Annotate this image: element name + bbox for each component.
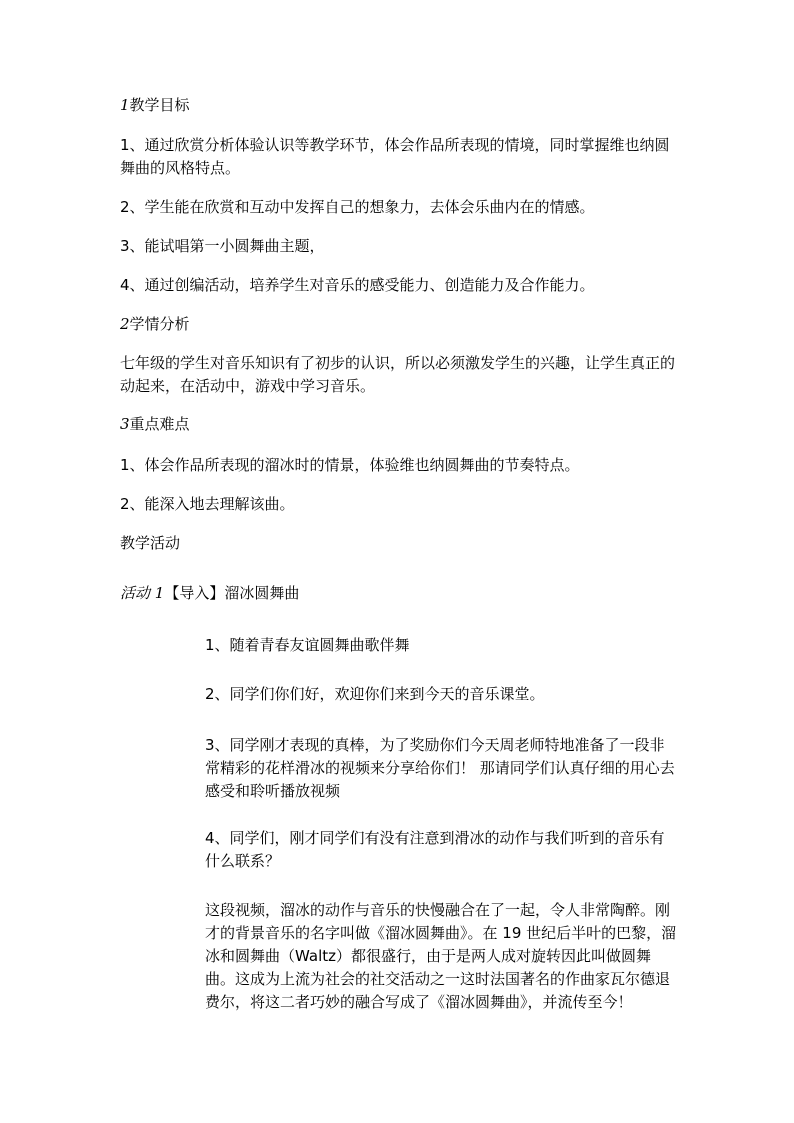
section-heading-objectives [120,94,680,117]
objective-item: 4、通过创编活动，培养学生对音乐的感受能力、创造能力及合作能力。 [120,276,595,294]
activity-step: 3、同学刚才表现的真棒，为了奖励你们今天周老师特地准备了一段非常精彩的花样滑冰的视频来分享给你们！ 那请同学们认真仔细的用心去感受和聆听播放视频 [205,736,675,800]
activity-title: 【导入】溜冰圆舞曲 [164,584,300,602]
activities-heading: 教学活动 [120,534,181,552]
section-title: 学情分析 [129,315,190,333]
activity-heading [120,582,680,605]
objective-item: 2、学生能在欣赏和互动中发挥自己的想象力，去体会乐曲内在的情感。 [120,198,595,216]
section-number: 3 [120,415,130,433]
section-number: 1 [120,96,130,114]
objective-item: 3、能试唱第一小圆舞曲主题， [120,237,325,255]
keypoint-item: 2、能深入地去理解该曲。 [120,495,295,513]
section-title: 教学目标 [129,96,190,114]
activity-number: 活动 1 [120,584,165,602]
section-heading-analysis [120,313,680,336]
activity-step: 2、同学们你们好，欢迎你们来到今天的音乐课堂。 [205,685,545,703]
activity-step: 4、同学们，刚才同学们有没有注意到滑冰的动作与我们听到的音乐有什么联系？ [205,829,665,870]
activity-narrative: 这段视频，溜冰的动作与音乐的快慢融合在了一起，令人非常陶醉。刚才的背景音乐的名字叫做《溜冰圆舞曲》。在 19 世纪后半叶的巴黎，溜冰和圆舞曲（Waltz）都很盛行，由于是两人成对旋转因此叫做圆舞曲。这成为上流为社会的社交活动之一这时法国著名的作曲家瓦尔德退费尔，将这二者巧妙的融合写成了《溜冰圆舞曲》，并流传至今！ [205,901,677,1011]
objective-item: 1、通过欣赏分析体验认识等教学环节，体会作品所表现的情境，同时掌握维也纳圆舞曲的风格特点。 [120,136,670,177]
section-number: 2 [120,315,130,333]
keypoint-item: 1、体会作品所表现的溜冰时的情景，体验维也纳圆舞曲的节奏特点。 [120,456,580,474]
section-heading-keypoints [120,413,680,436]
analysis-paragraph: 七年级的学生对音乐知识有了初步的认识，所以必须激发学生的兴趣，让学生真正的动起来，在活动中，游戏中学习音乐。 [120,354,676,395]
section-title: 重点难点 [129,415,190,433]
activity-step: 1、随着青春友谊圆舞曲歌伴舞 [205,636,410,654]
